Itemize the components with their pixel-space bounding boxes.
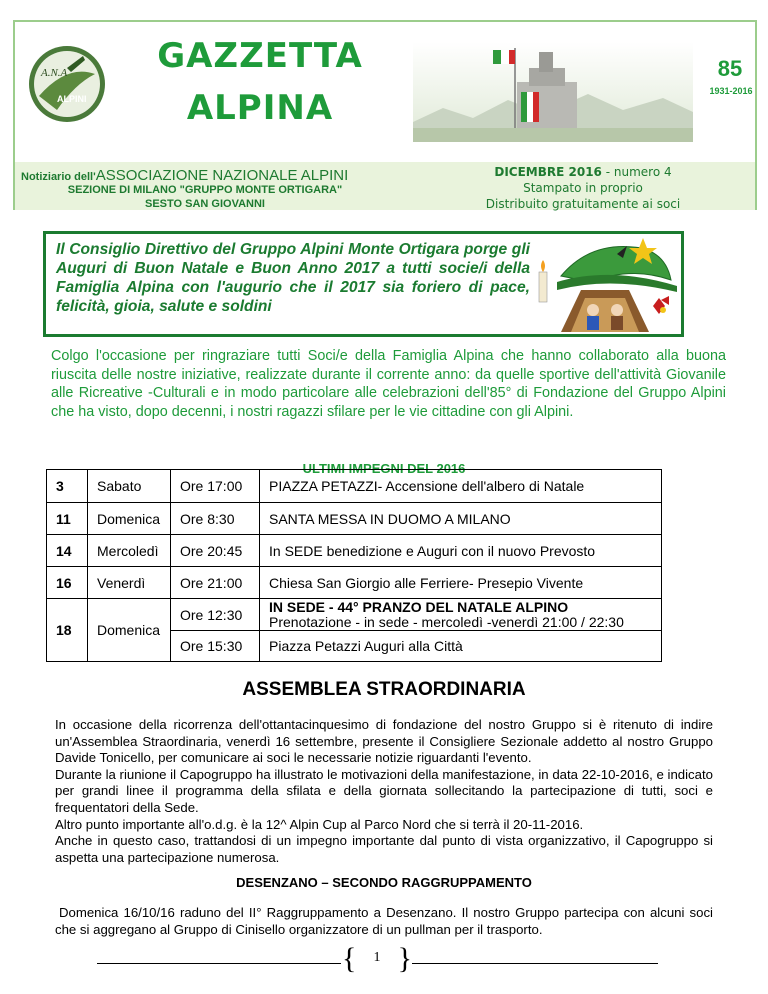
event-weekday: Sabato: [88, 470, 171, 503]
printed-note: Stampato in proprio: [523, 181, 643, 195]
title-line-1: GAZZETTA: [157, 36, 363, 76]
brace-left-icon: {: [342, 942, 357, 975]
issue-date-line: [470, 164, 696, 180]
assembly-paragraph: Anche in questo caso, trattandosi di un impegno importante dal punto di vista organizzativo, il Capogruppo si aspetta una partecipazione numerosa.: [55, 833, 713, 865]
section-line-1: SEZIONE DI MILANO "GRUPPO MONTE ORTIGARA": [67, 184, 343, 196]
event-description: In SEDE benedizione e Auguri con il nuovo Prevosto: [260, 535, 662, 567]
table-row: [47, 567, 662, 599]
event-weekday: Venerdì: [88, 567, 171, 599]
assembly-title: ASSEMBLEA STRAORDINARIA: [242, 679, 526, 700]
event-description: SANTA MESSA IN DUOMO A MILANO: [260, 503, 662, 535]
logo-text-bottom: ALPINI: [57, 94, 87, 104]
desenzano-title: DESENZANO – SECONDO RAGGRUPPAMENTO: [236, 875, 532, 890]
assembly-paragraph: Durante la riunione il Capogruppo ha illustrato le motivazioni della manifestazione, in data 22-10-2016, e indicato per grandi linee il programma della sfilata e della giornata sollecitando la partecipazione di tutti, soci e frequentatori della Sede.: [55, 766, 713, 815]
event-lunch-title: IN SEDE - 44° PRANZO DEL NATALE ALPINO: [269, 598, 569, 615]
desenzano-text: Domenica 16/10/16 raduno del II° Raggruppamento a Desenzano. Il nostro Gruppo partecipa con alcuni soci che si aggregano al Gruppo di Cinisello organizzatore di un pullman per il trasporto.: [55, 905, 713, 937]
logo-text-top: A.N.A: [41, 67, 68, 79]
table-row: [47, 535, 662, 567]
event-weekday: Domenica: [88, 503, 171, 535]
org-prefix: Notiziario dell': [21, 171, 96, 183]
event-description: Piazza Petazzi Auguri alla Città: [260, 631, 662, 662]
assembly-paragraph: In occasione della ricorrenza dell'ottantacinquesimo di fondazione del nostro Gruppo si è ritenuto di indire un'Assemblea Straordinaria, venerdì 16 settembre, presente il Consigliere Sezionale addetto al nostro Gruppo Davide Tonicello, per comunicare ai soci le necessarie notizie riguardanti l'evento.: [55, 717, 713, 766]
christmas-illustration: [531, 236, 681, 334]
masthead: [13, 20, 757, 210]
issue-no: numero 4: [613, 165, 672, 179]
ana-logo: [27, 44, 107, 124]
event-description: PIAZZA PETAZZI- Accensione dell'albero di Natale: [260, 470, 662, 503]
org-name: ASSOCIAZIONE NAZIONALE ALPINI: [95, 167, 349, 184]
event-time: Ore 20:45: [171, 535, 260, 567]
event-time: Ore 15:30: [171, 631, 260, 662]
issue-info: [470, 164, 696, 212]
assembly-paragraph: Altro punto importante all'o.d.g. è la 12^ Alpin Cup al Parco Nord che si terrà il 20-11-2016.: [55, 816, 584, 832]
page-number: 1: [373, 950, 381, 965]
footer-rule-right: [412, 963, 658, 964]
event-time: Ore 12:30: [171, 599, 260, 631]
footer-rule-left: [97, 963, 341, 964]
intro-paragraph: Colgo l'occasione per ringraziare tutti Soci/e della Famiglia Alpina che hanno collaborato alla buona riuscita delle nostre iniziative, realizzate durante il corrente anno: da quelle sportive dell'attività Giovanile alle Ricreative -Culturali e in modo particolare alle celebrazioni dell'85° di Fondazione del Gruppo Alpini che ha visto, dopo decenni, i nostri ragazzi sfilare per le vie cittadine con gli Alpini.: [51, 348, 726, 420]
event-time: Ore 17:00: [171, 470, 260, 503]
events-title: ULTIMI IMPEGNI DEL 2016: [302, 461, 466, 476]
brace-right-icon: }: [397, 942, 412, 975]
greetings-box: [43, 231, 684, 337]
distribution-note: Distribuito gratuitamente ai soci: [485, 197, 681, 211]
organization-line: [21, 167, 348, 185]
event-time: Ore 21:00: [171, 567, 260, 599]
event-description: [260, 599, 662, 631]
table-row: [47, 503, 662, 535]
events-table: [46, 469, 662, 662]
monument-illustration: [413, 42, 693, 142]
masthead-title: [145, 30, 375, 134]
event-day: 14: [47, 535, 88, 567]
event-day: 16: [47, 567, 88, 599]
anniversary-years: 1931-2016: [709, 86, 753, 96]
page-number-block: [342, 942, 412, 975]
section-line-2: SESTO SAN GIOVANNI: [144, 198, 265, 210]
table-row: [47, 599, 662, 631]
title-line-2: ALPINA: [186, 88, 334, 128]
event-day: 11: [47, 503, 88, 535]
event-time: Ore 8:30: [171, 503, 260, 535]
assembly-text: [55, 717, 713, 866]
issue-sep: -: [601, 165, 614, 179]
event-weekday: Mercoledì: [88, 535, 171, 567]
event-day: 3: [47, 470, 88, 503]
event-day: 18: [47, 599, 88, 662]
table-row: [47, 470, 662, 503]
greetings-text: Il Consiglio Direttivo del Gruppo Alpini Monte Ortigara porge gli Auguri di Buon Natale e Buon Anno 2017 a tutti socie/i della Famiglia Alpina con l'augurio che il 2017 sia foriero di pace, felicità, gioia, salute e soldini: [56, 241, 530, 315]
event-description: Chiesa San Giorgio alle Ferriere- Presepio Vivente: [260, 567, 662, 599]
event-weekday: Domenica: [88, 599, 171, 662]
issue-date: DICEMBRE 2016: [494, 165, 602, 179]
event-lunch-booking: Prenotazione - in sede - mercoledì -venerdì 21:00 / 22:30: [269, 613, 624, 630]
issue-number: 85: [717, 56, 743, 81]
